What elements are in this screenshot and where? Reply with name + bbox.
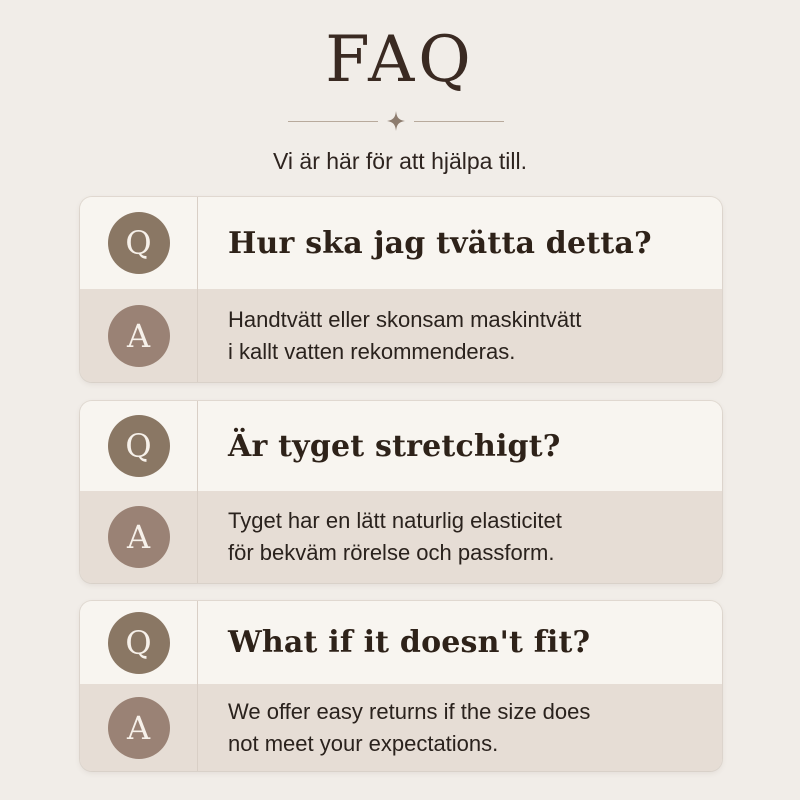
a-badge-cell [80,491,198,583]
faq-card-1 [80,197,722,382]
faq-answer [198,696,668,760]
divider-left [288,121,378,122]
faq-answer [198,304,668,368]
page-title: FAQ [325,23,475,97]
faq-answer [198,505,668,569]
q-badge-cell [80,197,198,289]
faq-answer-row [80,684,722,771]
q-badge: Q [108,415,170,477]
page-subtitle: Vi är här för att hjälpa till. [273,148,527,174]
faq-question: Är tyget stretchigt? [228,428,561,464]
a-badge: A [108,697,170,759]
faq-question-row[interactable] [80,197,722,289]
faq-question-row[interactable] [80,401,722,491]
divider-right [414,121,504,122]
a-badge-cell [80,684,198,771]
faq-question: What if it doesn't fit? [228,625,591,660]
q-badge: Q [108,612,170,674]
faq-answer-line: not meet your expectations. [228,730,499,756]
faq-question-row[interactable] [80,601,722,684]
faq-answer-line: Handtvätt eller skonsam maskintvätt [228,306,582,332]
a-badge: A [108,506,170,568]
faq-answer-line: i kallt vatten rekommenderas. [228,338,516,364]
faq-answer-line: We offer easy returns if the size does [228,698,591,724]
q-badge-cell [80,601,198,684]
faq-question: Hur ska jag tvätta detta? [228,225,652,261]
a-badge-cell [80,289,198,382]
faq-card-3 [80,601,722,771]
a-badge: A [108,305,170,367]
q-badge: Q [108,212,170,274]
faq-answer-row [80,289,722,382]
faq-answer-line: för bekväm rörelse och passform. [228,540,555,565]
faq-answer-line: Tyget har en lätt naturlig elasticitet [228,508,562,533]
faq-card-2 [80,401,722,583]
q-badge-cell [80,401,198,491]
faq-answer-row [80,491,722,583]
